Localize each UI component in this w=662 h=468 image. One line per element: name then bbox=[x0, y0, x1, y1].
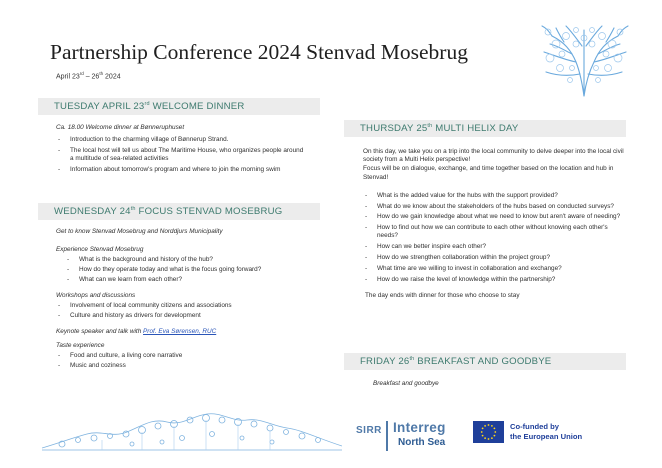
experience-list bbox=[56, 256, 318, 284]
thursday-paragraph-1: On this day, we take you on a trip into the local community to delve deeper into the local civil society from a Multi Helix perspective! bbox=[363, 148, 624, 164]
list-item: - How do they operate today and what is the focus going forward? bbox=[56, 266, 318, 274]
list-item: - Culture and history as drivers for development bbox=[56, 312, 318, 320]
thursday-list bbox=[363, 192, 625, 284]
eu-flag-icon bbox=[473, 421, 504, 443]
thursday-heading: THURSDAY 25th MULTI HELIX DAY bbox=[344, 120, 626, 137]
conference-dates: April 23rd – 26th 2024 bbox=[56, 71, 121, 81]
tuesday-section bbox=[56, 124, 306, 177]
list-item: - The local host will tell us about The Maritime House, who organizes people around a multitude of sea-related activities bbox=[56, 147, 306, 163]
workshops-title: Workshops and discussions bbox=[56, 291, 136, 299]
taste-title: Taste experience bbox=[56, 341, 105, 349]
list-item: - What do we know about the stakeholders of the hubs based on conducted surveys? bbox=[363, 203, 625, 211]
coral-wave-decoration-icon bbox=[42, 408, 342, 452]
taste-list bbox=[56, 352, 318, 370]
wednesday-heading: WEDNESDAY 24th FOCUS STENVAD MOSEBRUG bbox=[38, 203, 320, 220]
list-item: - Music and coziness bbox=[56, 362, 318, 370]
list-item: - Introduction to the charming village of Bønnerup Strand. bbox=[56, 136, 306, 144]
coral-logo-icon bbox=[536, 22, 632, 98]
list-item: - Food and culture, a living core narrative bbox=[56, 352, 318, 360]
keynote-speaker-link[interactable]: Prof. Eva Sørensen, RUC bbox=[143, 327, 217, 335]
thursday-section bbox=[363, 148, 625, 301]
thursday-paragraph-2: Focus will be on dialogue, exchange, and time together based on the location and hub in Stenvad! bbox=[363, 165, 614, 181]
list-item: - How do we strengthen collaboration within the project group? bbox=[363, 254, 625, 262]
friday-text: Breakfast and goodbye bbox=[373, 380, 439, 387]
tuesday-list bbox=[56, 136, 306, 174]
keynote-line: Keynote speaker and talk with Prof. Eva Sørensen, RUC bbox=[56, 327, 217, 335]
thursday-closing: The day ends with dinner for those who choose to stay bbox=[365, 292, 520, 300]
list-item: - How do we raise the level of knowledge within the partnership? bbox=[363, 276, 625, 284]
list-item: - What time are we willing to invest in collaboration and exchange? bbox=[363, 265, 625, 273]
eu-cofunded-text: Co-funded by the European Union bbox=[510, 422, 583, 441]
friday-heading: FRIDAY 26th BREAKFAST AND GOODBYE bbox=[344, 353, 626, 370]
list-item: - What is the background and history of the hub? bbox=[56, 256, 318, 264]
list-item: - How can we better inspire each other? bbox=[363, 243, 625, 251]
list-item: - How do we gain knowledge about what we need to know but aren't aware of needing? bbox=[363, 213, 625, 221]
tuesday-heading: TUESDAY APRIL 23rd WELCOME DINNER bbox=[38, 98, 320, 115]
list-item: - What can we learn from each other? bbox=[56, 276, 318, 284]
workshops-list bbox=[56, 302, 318, 320]
list-item: - How to find out how we can contribute to each other without knowing each other's needs? bbox=[363, 224, 625, 240]
experience-title: Experience Stenvad Mosebrug bbox=[56, 246, 144, 254]
sirr-logo: SIRR bbox=[356, 425, 382, 436]
list-item: - Information about tomorrow's program and where to join the morning swim bbox=[56, 166, 306, 174]
interreg-logo: Interreg North Sea bbox=[386, 419, 470, 453]
wednesday-section bbox=[56, 228, 318, 372]
page-title: Partnership Conference 2024 Stenvad Mosebrug bbox=[50, 40, 468, 64]
list-item: - Involvement of local community citizens and associations bbox=[56, 302, 318, 310]
list-item: - What is the added value for the hubs with the support provided? bbox=[363, 192, 625, 200]
wednesday-intro: Get to know Stenvad Mosebrug and Norddjurs Municipality bbox=[56, 228, 223, 235]
tuesday-intro: Ca. 18.00 Welcome dinner at Bønneruphuset bbox=[56, 124, 185, 131]
